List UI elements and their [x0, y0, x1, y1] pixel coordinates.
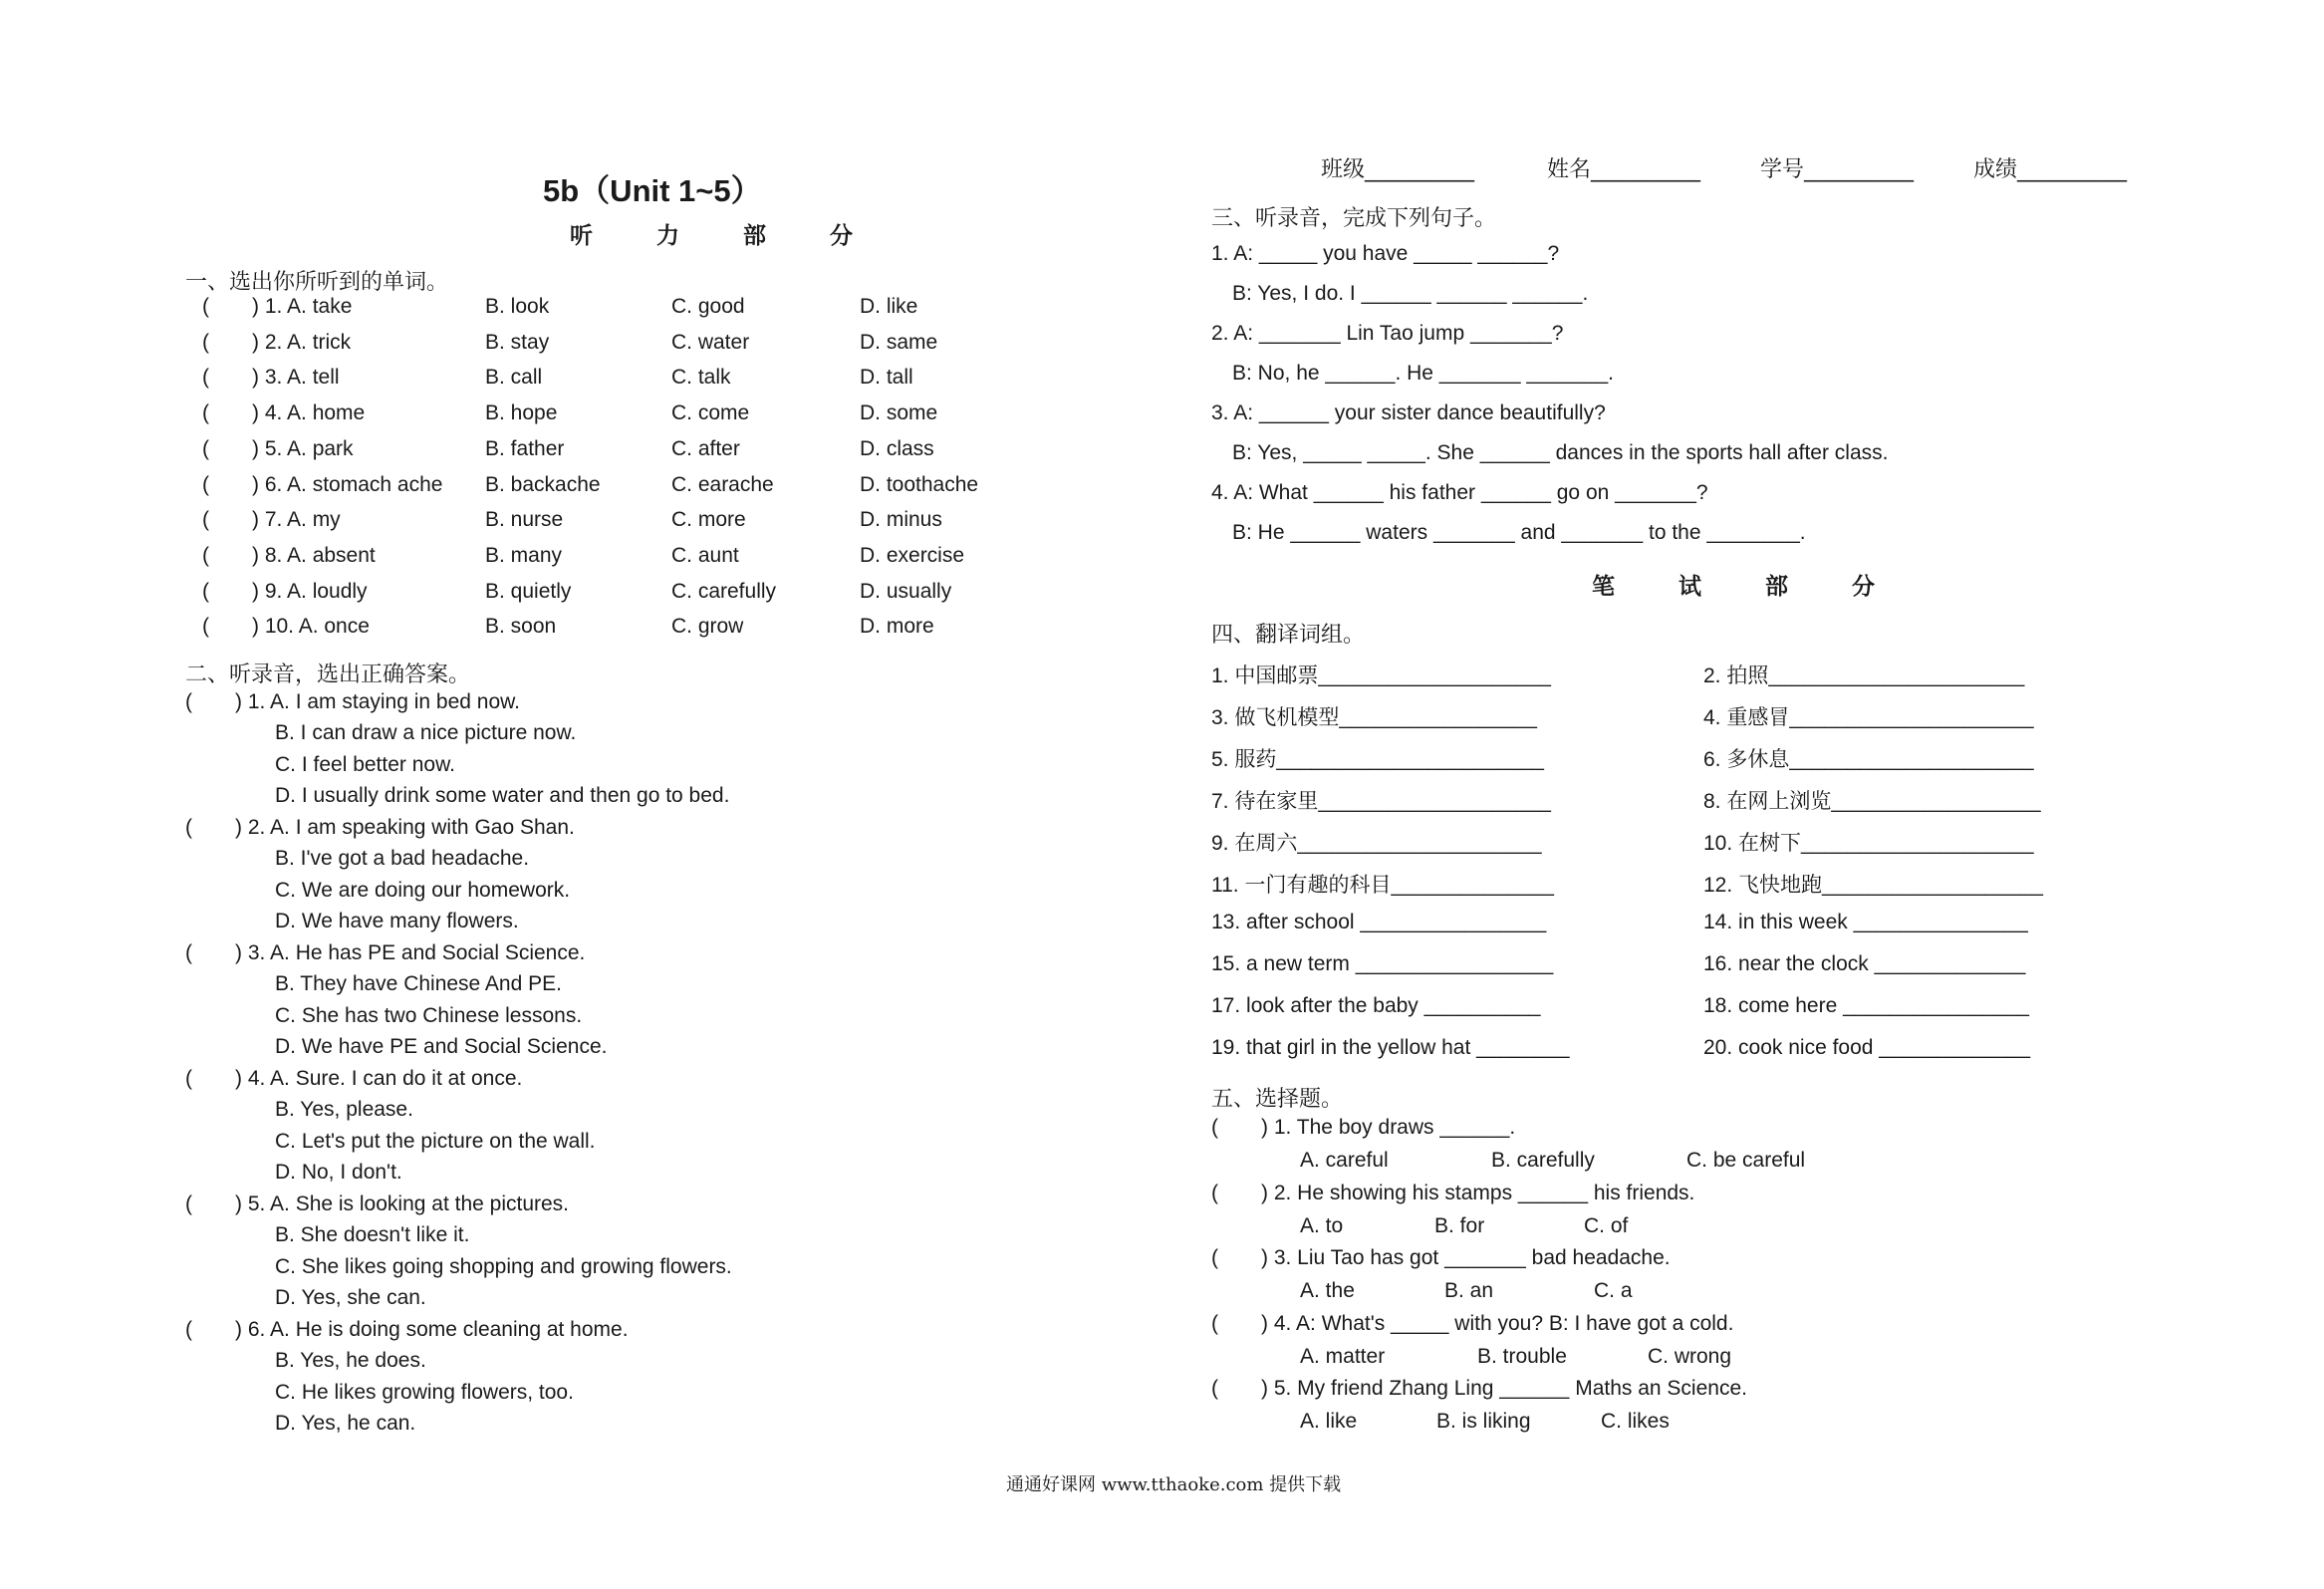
- header-field: 班级__________: [1321, 157, 1475, 182]
- choice-option: A. the: [1300, 1279, 1355, 1302]
- answer-line: B: Yes, I do. I ______ ______ ______.: [1232, 282, 1589, 305]
- translation-row: [0, 869, 2324, 899]
- answer-paren: (: [185, 690, 192, 713]
- answer-paren: (: [202, 366, 209, 390]
- fill-blank-line: [0, 521, 2324, 551]
- choice-options-row: [0, 1410, 2324, 1440]
- option-c: C. water: [671, 330, 750, 354]
- choice-option: C. of: [1584, 1213, 1629, 1237]
- header-field: 姓名__________: [1547, 157, 1701, 182]
- option-c: C. after: [671, 436, 740, 460]
- choice-option: B. trouble: [1477, 1344, 1567, 1368]
- translation-row: [0, 994, 2324, 1024]
- fill-blank-line: [0, 242, 2324, 272]
- option-text: B. Yes, he does.: [275, 1349, 426, 1373]
- question-option-a: ) 4. A. Sure. I can do it at once.: [235, 1067, 523, 1090]
- header-field: 成绩__________: [1973, 157, 2128, 182]
- translation-item-right: 4. 重感冒_____________________: [1703, 706, 2034, 729]
- answer-paren: (: [1211, 1377, 1218, 1400]
- option-c: C. carefully: [671, 579, 777, 603]
- option-c: C. earache: [671, 472, 774, 496]
- choice-question-row: [0, 1246, 2324, 1276]
- option-c: C. talk: [671, 366, 731, 390]
- translation-row: [0, 911, 2324, 940]
- section4-heading: 四、翻译词组。: [1211, 623, 1366, 648]
- choice-option: A. matter: [1300, 1344, 1386, 1368]
- option-text: C. I feel better now.: [275, 752, 455, 776]
- answer-paren: (: [202, 472, 209, 496]
- question-option-a: ) 6. A. He is doing some cleaning at home.: [235, 1318, 629, 1341]
- option-text: B. They have Chinese And PE.: [275, 972, 562, 996]
- writing-section-title: 笔 试 部 分: [1592, 574, 1904, 600]
- fill-blank-line: [0, 322, 2324, 352]
- option-b: B. call: [485, 366, 543, 390]
- option-text: C. He likes growing flowers, too.: [275, 1380, 574, 1404]
- translation-item-left: 13. after school ________________: [1211, 911, 1547, 933]
- option-text: D. Yes, she can.: [275, 1286, 426, 1310]
- choice-option: A. to: [1300, 1213, 1344, 1237]
- header-field: 学号__________: [1760, 157, 1915, 182]
- option-b: B. father: [485, 436, 565, 460]
- option-d: D. some: [860, 401, 938, 425]
- question-number-option-a: ) 8. A. absent: [252, 543, 376, 567]
- option-c: C. more: [671, 508, 746, 532]
- question-option-a: ) 2. A. I am speaking with Gao Shan.: [235, 816, 575, 839]
- option-b: B. hope: [485, 401, 558, 425]
- question-number-option-a: ) 6. A. stomach ache: [252, 472, 443, 496]
- choice-option: C. likes: [1601, 1410, 1670, 1433]
- option-d: D. toothache: [860, 472, 979, 496]
- option-text: D. I usually drink some water and then go to bed.: [275, 784, 730, 808]
- translation-item-left: 11. 一门有趣的科目______________: [1211, 874, 1554, 897]
- answer-paren: (: [1211, 1181, 1218, 1204]
- option-text: D. No, I don't.: [275, 1161, 402, 1185]
- answer-paren: (: [185, 1192, 192, 1215]
- option-d: D. like: [860, 295, 918, 318]
- option-b: B. stay: [485, 330, 550, 354]
- option-c: C. aunt: [671, 543, 739, 567]
- option-d: D. class: [860, 436, 934, 460]
- option-text: B. I can draw a nice picture now.: [275, 721, 577, 745]
- answer-paren: (: [202, 543, 209, 567]
- translation-item-right: 18. come here ________________: [1703, 994, 2029, 1017]
- translation-row: [0, 743, 2324, 773]
- option-text: B. She doesn't like it.: [275, 1223, 470, 1247]
- translation-item-left: 3. 做飞机模型_________________: [1211, 706, 1537, 729]
- translation-row: [0, 701, 2324, 731]
- question-line: 1. A: _____ you have _____ ______?: [1211, 242, 1560, 265]
- option-text: B. Yes, please.: [275, 1098, 413, 1122]
- translation-item-left: 1. 中国邮票____________________: [1211, 664, 1551, 687]
- answer-line: B: He ______ waters _______ and _______ to the ________.: [1232, 521, 1806, 544]
- translation-item-left: 15. a new term _________________: [1211, 952, 1554, 975]
- option-c: C. come: [671, 401, 750, 425]
- translation-item-right: 10. 在树下____________________: [1703, 832, 2034, 855]
- choice-option: C. wrong: [1648, 1344, 1732, 1368]
- answer-paren: (: [185, 1318, 192, 1341]
- choice-question-text: ) 3. Liu Tao has got _______ bad headache.: [1261, 1246, 1671, 1269]
- option-text: D. We have many flowers.: [275, 910, 519, 933]
- answer-paren: (: [202, 579, 209, 603]
- option-c: C. good: [671, 295, 745, 318]
- question-number-option-a: ) 1. A. take: [252, 295, 353, 318]
- answer-paren: (: [202, 330, 209, 354]
- choice-option: B. is liking: [1436, 1410, 1531, 1433]
- answer-paren: (: [1211, 1246, 1218, 1269]
- choice-option: A. like: [1300, 1410, 1358, 1433]
- choice-question-text: ) 5. My friend Zhang Ling ______ Maths an Science.: [1261, 1377, 1747, 1400]
- option-b: B. look: [485, 295, 550, 318]
- translation-item-right: 8. 在网上浏览__________________: [1703, 790, 2041, 813]
- question-line: 4. A: What ______ his father ______ go on _______?: [1211, 481, 1708, 504]
- choice-option: C. be careful: [1686, 1149, 1806, 1172]
- answer-paren: (: [202, 508, 209, 532]
- answer-paren: (: [1211, 1116, 1218, 1139]
- translation-row: [0, 952, 2324, 982]
- option-d: D. more: [860, 615, 934, 639]
- choice-option: C. a: [1594, 1279, 1633, 1302]
- option-text: C. She has two Chinese lessons.: [275, 1003, 583, 1027]
- answer-line: B: No, he ______. He _______ _______.: [1232, 362, 1614, 385]
- translation-item-left: 19. that girl in the yellow hat ________: [1211, 1036, 1570, 1059]
- option-d: D. usually: [860, 579, 952, 603]
- question-number-option-a: ) 9. A. loudly: [252, 579, 368, 603]
- choice-option: A. careful: [1300, 1149, 1389, 1172]
- page-title: 5b（Unit 1~5）: [543, 173, 762, 208]
- option-d: D. exercise: [860, 543, 965, 567]
- word-choice-row: [0, 580, 2324, 610]
- question-option-a: ) 5. A. She is looking at the pictures.: [235, 1192, 570, 1215]
- option-b: B. soon: [485, 615, 557, 639]
- word-choice-row: [0, 615, 2324, 645]
- answer-paren: (: [202, 401, 209, 425]
- section5-heading: 五、选择题。: [1211, 1087, 1344, 1112]
- option-text: C. She likes going shopping and growing flowers.: [275, 1254, 732, 1278]
- question-number-option-a: ) 2. A. trick: [252, 330, 352, 354]
- option-c: C. grow: [671, 615, 744, 639]
- choice-options-row: [0, 1149, 2324, 1179]
- translation-item-right: 6. 多休息_____________________: [1703, 748, 2034, 771]
- choice-option: B. carefully: [1491, 1149, 1595, 1172]
- answer-paren: (: [202, 615, 209, 639]
- translation-item-right: 16. near the clock _____________: [1703, 952, 2026, 975]
- section3-heading: 三、听录音，完成下列句子。: [1211, 206, 1497, 231]
- choice-question-row: [0, 1116, 2324, 1146]
- choice-options-row: [0, 1214, 2324, 1244]
- translation-row: [0, 827, 2324, 857]
- choice-question-text: ) 1. The boy draws ______.: [1261, 1116, 1516, 1139]
- fill-blank-line: [0, 362, 2324, 392]
- choice-question-text: ) 2. He showing his stamps ______ his friends.: [1261, 1181, 1695, 1204]
- option-d: D. same: [860, 330, 938, 354]
- question-number-option-a: ) 5. A. park: [252, 436, 354, 460]
- option-b: B. quietly: [485, 579, 572, 603]
- answer-paren: (: [202, 436, 209, 460]
- translation-item-right: 14. in this week _______________: [1703, 911, 2028, 933]
- option-d: D. tall: [860, 366, 913, 390]
- option-b: B. many: [485, 543, 563, 567]
- fill-blank-line: [0, 481, 2324, 511]
- translation-item-right: 20. cook nice food _____________: [1703, 1036, 2031, 1059]
- answer-paren: (: [185, 816, 192, 839]
- choice-question-text: ) 4. A: What's _____ with you? B: I have got a cold.: [1261, 1311, 1734, 1335]
- translation-item-left: 5. 服药_______________________: [1211, 748, 1544, 771]
- translation-item-right: 2. 拍照______________________: [1703, 664, 2025, 687]
- question-number-option-a: ) 4. A. home: [252, 401, 366, 425]
- option-text: C. Let's put the picture on the wall.: [275, 1129, 596, 1153]
- translation-item-left: 7. 待在家里____________________: [1211, 790, 1551, 813]
- section2-heading: 二、听录音，选出正确答案。: [185, 662, 471, 687]
- question-number-option-a: ) 7. A. my: [252, 508, 341, 532]
- translation-row: [0, 660, 2324, 689]
- choice-option: B. for: [1434, 1213, 1485, 1237]
- choice-option: B. an: [1444, 1279, 1494, 1302]
- answer-paren: (: [202, 295, 209, 318]
- translation-row: [0, 785, 2324, 815]
- option-text: C. We are doing our homework.: [275, 878, 571, 902]
- option-text: B. I've got a bad headache.: [275, 847, 530, 871]
- translation-row: [0, 1036, 2324, 1066]
- option-b: B. nurse: [485, 508, 564, 532]
- fill-blank-line: [0, 441, 2324, 471]
- translation-item-left: 9. 在周六_____________________: [1211, 832, 1542, 855]
- answer-paren: (: [1211, 1311, 1218, 1335]
- choice-options-row: [0, 1279, 2324, 1309]
- option-d: D. minus: [860, 508, 942, 532]
- question-line: 3. A: ______ your sister dance beautifully?: [1211, 401, 1606, 424]
- question-number-option-a: ) 3. A. tell: [252, 366, 340, 390]
- listening-section-title: 听 力 部 分: [570, 223, 882, 249]
- answer-paren: (: [185, 941, 192, 964]
- choice-question-row: [0, 1312, 2324, 1342]
- option-b: B. backache: [485, 472, 601, 496]
- question-number-option-a: ) 10. A. once: [252, 615, 370, 639]
- question-option-a: ) 1. A. I am staying in bed now.: [235, 690, 520, 713]
- choice-question-row: [0, 1377, 2324, 1407]
- option-text: D. We have PE and Social Science.: [275, 1035, 608, 1059]
- answer-paren: (: [185, 1067, 192, 1090]
- fill-blank-line: [0, 401, 2324, 431]
- choice-question-row: [0, 1182, 2324, 1211]
- translation-item-left: 17. look after the baby __________: [1211, 994, 1541, 1017]
- section1-heading: 一、选出你所听到的单词。: [185, 270, 449, 295]
- page-footer: 通通好课网 www.tthaoke.com 提供下载: [1006, 1474, 1342, 1495]
- choice-options-row: [0, 1345, 2324, 1375]
- translation-item-right: 12. 飞快地跑___________________: [1703, 874, 2043, 897]
- option-text: D. Yes, he can.: [275, 1412, 416, 1436]
- fill-blank-line: [0, 282, 2324, 312]
- question-row: [0, 1067, 2324, 1097]
- question-option-a: ) 3. A. He has PE and Social Science.: [235, 941, 586, 964]
- question-line: 2. A: _______ Lin Tao jump _______?: [1211, 322, 1564, 345]
- answer-line: B: Yes, _____ _____. She ______ dances in the sports hall after class.: [1232, 441, 1889, 464]
- student-info-fields: [0, 152, 2324, 184]
